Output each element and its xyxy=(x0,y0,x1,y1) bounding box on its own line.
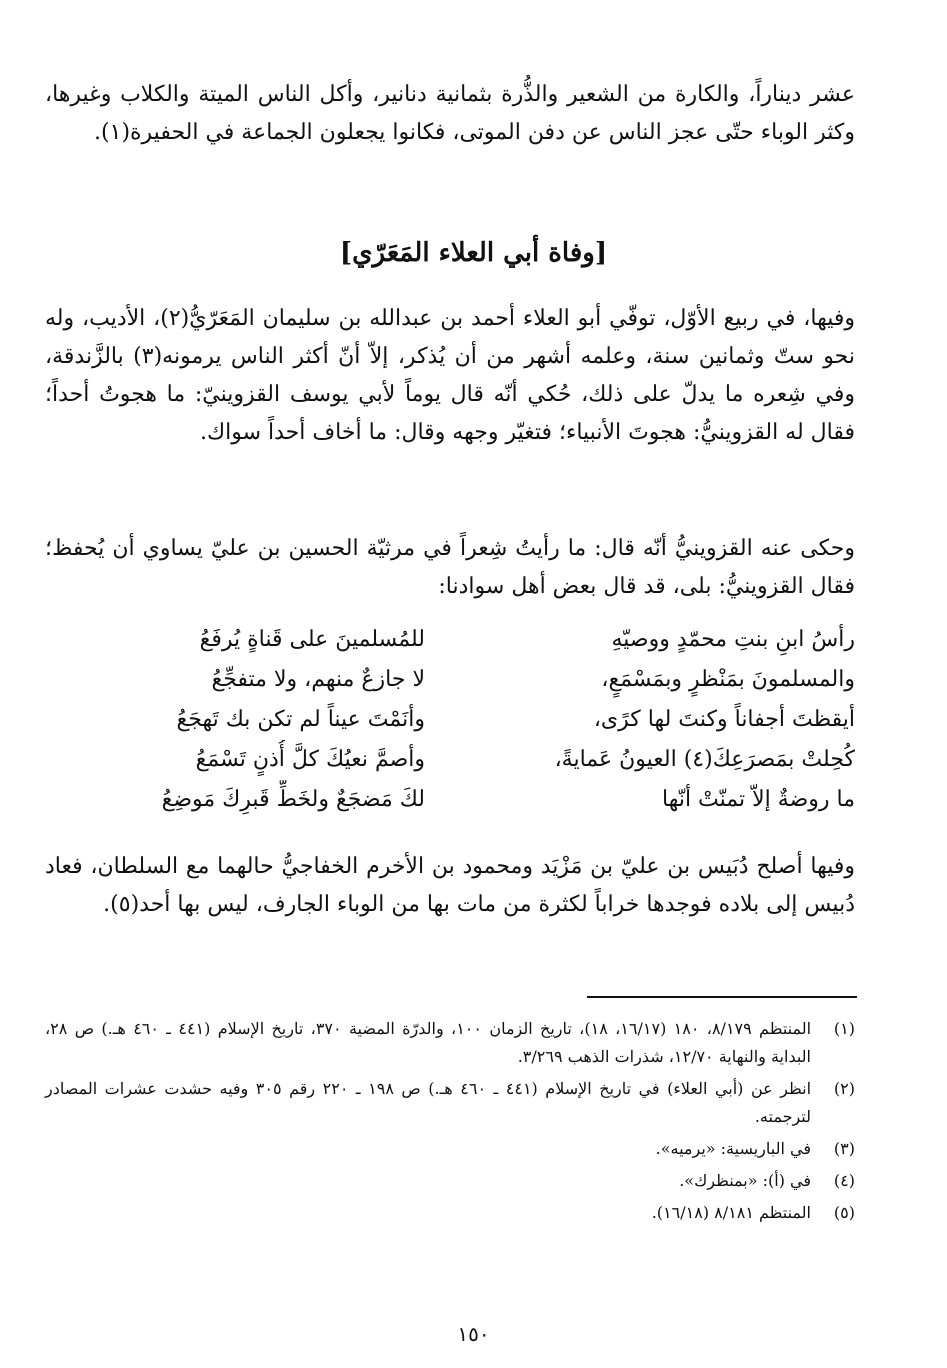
verse-second-hemistich: وأنَمْتَ عيناً لم تكن بك تَهجَعُ xyxy=(176,707,425,732)
footnote-number: (٤) xyxy=(833,1171,855,1190)
verse-first-hemistich: أيقظتَ أجفاناً وكنتَ لها كرًى، xyxy=(593,707,855,732)
footnote-number: (٢) xyxy=(833,1079,855,1098)
footnote-number: (١) xyxy=(833,1019,855,1038)
verse-first-hemistich: ما روضةٌ إلاّ تمنّتْ أنّها xyxy=(661,787,855,812)
verse-second-hemistich: لكَ مَضجَعٌ ولخَطِّ قَبرِكَ مَوضِعُ xyxy=(161,787,425,812)
paragraph-dubays: وفيها أصلح دُبَيس بن عليّ بن مَزْيَد ومحمود بن الأخرم الخفاجيُّ حالهما مع السلطان، فعاد دُبيس إلى بلاده فوجدها خراباً لكثرة من مات بها من الوباء الجارف، ليس بها أحد(٥). xyxy=(45,854,855,917)
footnote xyxy=(45,1135,855,1163)
footnote-text: في (أ): «بمنظرك». xyxy=(679,1171,811,1190)
footnote xyxy=(45,1167,855,1195)
footnote-separator xyxy=(587,996,857,998)
footnote xyxy=(45,1199,855,1227)
footnote-number: (٣) xyxy=(833,1139,855,1158)
paragraph-plague: عشر ديناراً، والكارة من الشعير والذُّرة بثمانية دنانير، وأكل الناس الميتة والكلاب وغيرها، وكثر الوباء حتّى عجز الناس عن دفن الموتى، فكانوا يجعلون الجماعة في الحفيرة(١). xyxy=(45,82,855,145)
paragraph-maarri-death: وفيها، في ربيع الأوّل، توفّي أبو العلاء أحمد بن عبدالله بن سليمان المَعَرّيُّ(٢)، الأديب، وله نحو ستّ وثمانين سنة، وعلمه أشهر من أن يُذكر، إلاّ أنّ أكثر الناس يرمونه(٣) بالزَّندقة، وفي شِعره ما يدلّ على ذلك، حُكي أنّه قال يوماً لأبي يوسف القزوينيّ: ما هجوتُ أحداً؛ فقال له القزوينيُّ: هجوتَ الأنبياء؛ فتغيّر وجهه وقال: ما أخاف أحداً سواك. xyxy=(45,306,856,445)
footnote-text: انظر عن (أبي العلاء) في تاريخ الإسلام (٤٤١ ـ ٤٦٠ هـ.) ص ١٩٨ ـ ٢٢٠ رقم ٣٠٥ وفيه حشدت عشرات المصادر لترجمته. xyxy=(45,1079,812,1126)
footnote xyxy=(45,1015,855,1071)
verse-second-hemistich: وأصمَّ نعيُكَ كلَّ أُذنٍ تَسْمَعُ xyxy=(195,747,425,772)
footnote-text: المنتظم ٨/١٧٩، ١٨٠ (١٦/١٧، ١٨)، تاريخ الزمان ١٠٠، والدرّة المضية ٣٧٠، تاريخ الإسلام (٤٤١ ـ ٤٦٠ هـ.) ص ٢٨، البداية والنهاية ١٢/٧٠، شذرات الذهب ٣/٢٦٩. xyxy=(45,1019,812,1066)
verse-second-hemistich: لا جازعٌ منهم، ولا متفجِّعُ xyxy=(211,667,425,692)
footnote-number: (٥) xyxy=(833,1203,855,1222)
footnote xyxy=(45,1075,855,1131)
poem-verse xyxy=(45,740,855,780)
section-heading: [وفاة أبي العلاء المَعَرّي] xyxy=(339,238,608,268)
poem-verse xyxy=(45,660,855,700)
footnote-text: المنتظم ٨/١٨١ (١٦/١٨). xyxy=(651,1203,811,1222)
verse-first-hemistich: رأسُ ابنِ بنتِ محمّدٍ ووصيّهِ xyxy=(611,627,855,652)
poem-verse xyxy=(45,780,855,820)
poem-verse xyxy=(45,620,855,660)
verse-first-hemistich: كُحِلتْ بمَصرَعِكَ(٤) العيونُ عَمايةً، xyxy=(554,747,855,772)
poem xyxy=(45,620,855,820)
verse-first-hemistich: والمسلمونَ بمَنْظرٍ وبمَسْمَعٍ، xyxy=(601,667,855,692)
page-number: ١٥٠ xyxy=(457,1322,490,1346)
verse-second-hemistich: للمُسلمينَ على قَناةٍ يُرفَعُ xyxy=(199,627,425,652)
paragraph-qazwini-story: وحكى عنه القزوينيُّ أنّه قال: ما رأيتُ شِعراً في مرثيّة الحسين بن عليّ يساوي أن يُحفظ؛ فقال القزوينيُّ: بلى، قد قال بعض أهل سوادنا: xyxy=(45,536,855,599)
footnote-text: في الباريسية: «يرميه». xyxy=(655,1139,811,1158)
footnotes xyxy=(45,1015,855,1231)
poem-verse xyxy=(45,700,855,740)
